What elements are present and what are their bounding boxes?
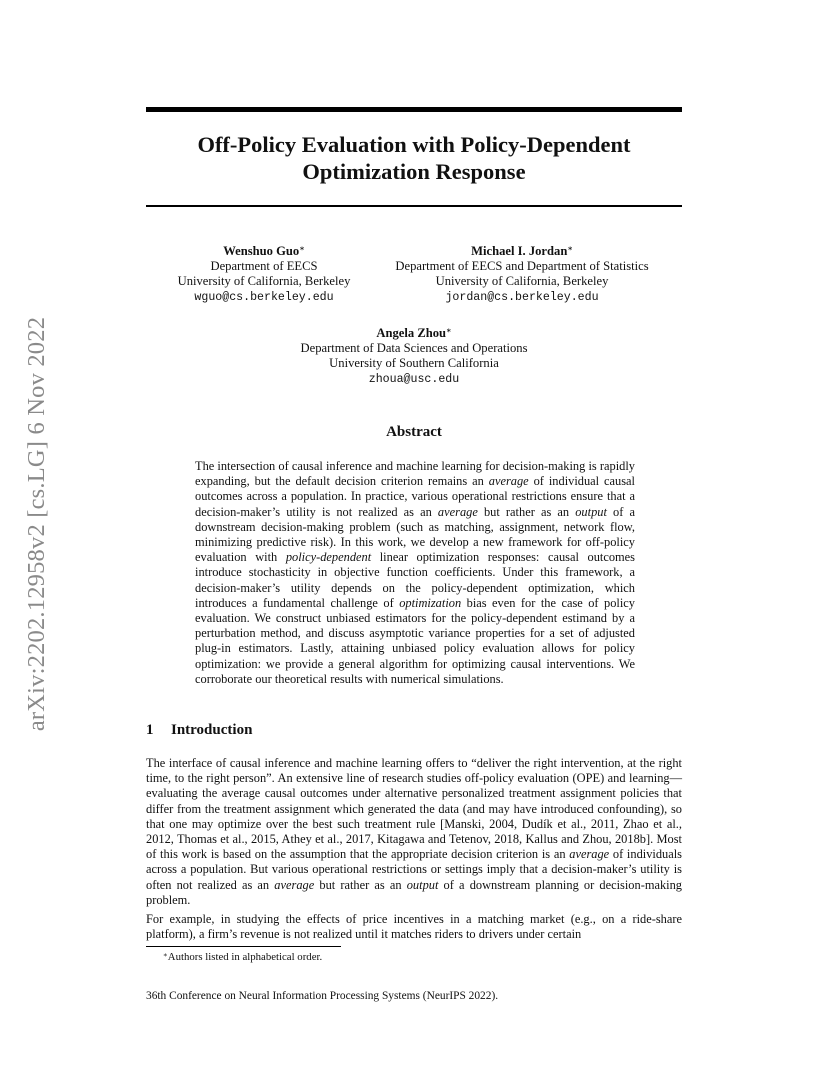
author-email: zhoua@usc.edu xyxy=(368,372,460,386)
author-affiliation: University of Southern California xyxy=(329,356,499,371)
author-email: wguo@cs.berkeley.edu xyxy=(194,290,334,304)
arxiv-identifier-stamp: arXiv:2202.12958v2 [cs.LG] 6 Nov 2022 xyxy=(23,316,50,732)
author-affiliation: University of California, Berkeley xyxy=(177,274,351,289)
text-run: linear optimization responses: causal outcomes introduce stochasticity in objective function coefficients. Under this framework, a decision-maker’s utility depends on the policy-dependent optimization, which introduces a fundamental challenge of xyxy=(195,550,636,610)
text-run: of a downstream planning or decision-making problem. xyxy=(146,877,682,907)
text-run: but rather as an xyxy=(477,504,576,519)
author-affiliation: Department of Data Sciences and Operations xyxy=(300,341,528,356)
emphasized-text: average xyxy=(488,474,529,489)
author-block-zhou xyxy=(146,326,682,387)
section-heading-introduction xyxy=(146,722,252,739)
introduction-paragraph-1 xyxy=(146,756,682,908)
author-name: Angela Zhou∗ xyxy=(376,326,452,340)
paper-title xyxy=(146,131,682,185)
author-name: Wenshuo Guo∗ xyxy=(223,244,305,258)
author-email: jordan@cs.berkeley.edu xyxy=(445,290,599,304)
author-block-jordan xyxy=(380,244,664,305)
abstract-heading: Abstract xyxy=(386,424,442,440)
title-line-1: Off-Policy Evaluation with Policy-Dependent xyxy=(197,132,631,157)
title-top-rule xyxy=(146,107,682,112)
text-run: The interface of causal inference and machine learning offers to “deliver the right intervention, at the right time, to the right person”. An extensive line of research studies off-policy evaluation (OPE) and learning—evaluating the average causal outcomes under alternative personalized treatment assignment policies that differ from the treatment assignment which generated the data (and may have introduced confounding), so that one may optimize over the best such treatment rule [Manski, 2004, Dudík et al., 2011, Zhao et al., 2012, Thomas et al., 2015, Athey et al., 2017, Kitagawa and Tetenov, 2018, Kallus and Zhou, 2018b]. Most of this work is based on the assumption that the appropriate decision criterion is an xyxy=(146,756,682,862)
author-affiliation: Department of EECS xyxy=(210,259,318,274)
emphasized-text: average xyxy=(569,847,610,862)
section-title: Introduction xyxy=(171,722,253,738)
author-affiliation: Department of EECS and Department of Statistics xyxy=(395,259,649,274)
emphasized-text: policy-dependent xyxy=(285,550,372,565)
text-run: of individuals across a population. But various operational restrictions or settings imply that a decision-maker’s utility is often not realized as an xyxy=(146,847,682,892)
author-name: Michael I. Jordan∗ xyxy=(471,244,573,258)
emphasized-text: output xyxy=(406,877,439,892)
text-run: of a downstream decision-making problem (such as matching, assignment, network flow, minimizing predictive risk). In this work, we develop a new framework for off-policy evaluation with xyxy=(195,504,635,565)
author-marker: ∗ xyxy=(446,326,452,335)
author-marker: ∗ xyxy=(567,244,573,253)
emphasized-text: output xyxy=(575,504,607,519)
author-marker: ∗ xyxy=(299,244,305,253)
text-run: The intersection of causal inference and machine learning for decision-making is rapidly expanding, but the default decision criterion remains an xyxy=(195,459,635,489)
introduction-paragraph-2 xyxy=(146,912,682,942)
author-block-guo xyxy=(146,244,382,305)
footnote-text: Authors listed in alphabetical order. xyxy=(167,951,323,963)
text-run: For example, in studying the effects of price incentives in a matching market (e.g., on a ride-share platform), a firm’s revenue is not realized until it matches riders to drivers under certain xyxy=(146,912,682,942)
emphasized-text: optimization xyxy=(399,595,462,610)
emphasized-text: average xyxy=(437,504,478,519)
author-affiliation: University of California, Berkeley xyxy=(435,274,609,289)
conference-venue-note: 36th Conference on Neural Information Processing Systems (NeurIPS 2022). xyxy=(146,990,499,1002)
text-run: bias even for the case of policy evaluation. We construct unbiased estimators for the policy-dependent estimand by a perturbation method, and discuss asymptotic variance properties for a set of adjusted plug-in estimators. Lastly, attaining unbiased policy evaluation allows for policy optimization: we provide a general algorithm for optimizing causal interventions. We corroborate our theoretical results with numerical simulations. xyxy=(195,595,635,686)
footnote-rule xyxy=(146,946,341,947)
text-run: of individual causal outcomes across a population. In practice, various operational restrictions ensure that a decision-maker’s utility is not realized as an xyxy=(195,474,636,519)
footnote-marker: ∗ xyxy=(163,951,168,959)
title-line-2: Optimization Response xyxy=(302,159,526,184)
emphasized-text: average xyxy=(274,877,315,892)
title-bottom-rule xyxy=(146,205,682,207)
abstract-text xyxy=(195,459,635,687)
section-number: 1 xyxy=(146,722,154,738)
footnote xyxy=(163,951,322,963)
text-run: but rather as an xyxy=(314,877,407,892)
